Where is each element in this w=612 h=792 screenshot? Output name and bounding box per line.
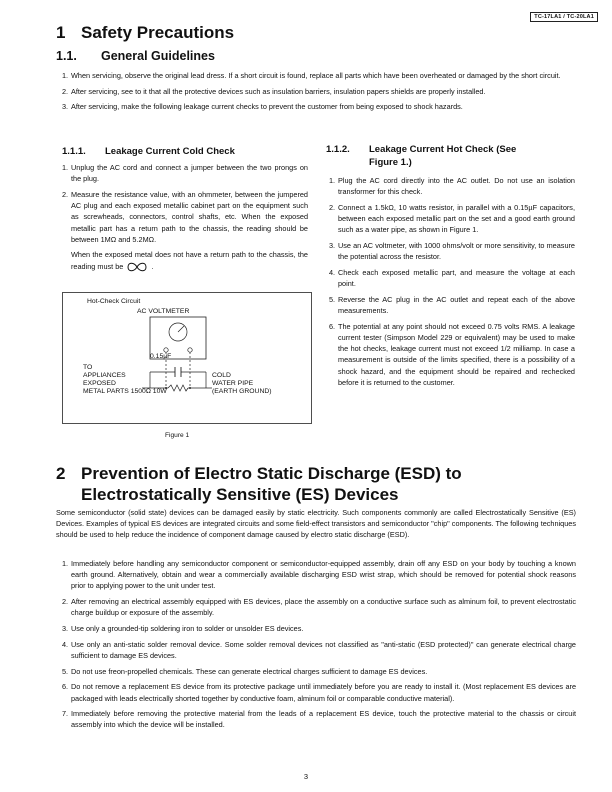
page-number: 3 [303, 772, 309, 781]
esd-intro: Some semiconductor (solid state) devices can be damaged easily by static electricity. Such components commonly are called Electrostatically Sensitive (ES) Devices. Examples of typical ES devices are integrated circuits and some field-effect transistors and semiconductor "chip" components. The following techniques should be used to help reduce the incidence of component damage caused by electro static discharge (ESD). [56, 508, 576, 540]
list-item-text: Use only an anti-static solder removal device. Some solder removal devices not classified as "anti-static (ESD protected)" can generate electrical charge sufficient to damage ES devices. [71, 639, 576, 660]
list-item-text: Check each exposed metallic part, and measure the voltage at each point. [338, 267, 575, 289]
infinity-resistance-icon [125, 262, 149, 272]
list-item-number: 7. [62, 709, 69, 719]
list-item [329, 267, 575, 289]
list-item [62, 162, 308, 184]
cold-check-note: When the exposed metal does not have a return path to the chassis, the reading must be . [71, 250, 308, 271]
list-item-text: Immediately before handling any semiconductor component or semiconductor-equipped assembly, drain off any ESD on your body by touching a known earth ground. Alternatively, obtain and wear a commercially available discharging ESD wrist strap, which should be removed for potential shock reasons prior to applying power to the unit under test. [71, 559, 576, 591]
list-item-number: 5. [62, 666, 69, 676]
list-item-number: 4. [62, 639, 69, 649]
list-item-number: 3. [62, 102, 69, 112]
list-item-number: 6. [62, 682, 69, 692]
figure-caption: Figure 1 [165, 432, 190, 439]
svg-text:(EARTH GROUND): (EARTH GROUND) [212, 388, 272, 395]
resistor-symbol [168, 385, 188, 391]
list-item-number: 2. [62, 189, 69, 199]
svg-text:WATER PIPE: WATER PIPE [212, 380, 254, 387]
svg-text:COLD: COLD [212, 372, 231, 379]
list-item-text: Connect a 1.5kΩ, 10 watts resistor, in parallel with a 0.15µF capacitors, between each exposed metallic part on the set and a good earth ground such as a water pipe, as shown in Figure 1. [338, 202, 575, 235]
list-item-text: Measure the resistance value, with an ohmmeter, between the jumpered AC plug and each exposed metallic cabinet part on the equipment such as screwheads, connectors, control shafts, etc. When the exposed metallic part has a return path to the chassis, the reading should be between 1MΩ and 5.2MΩ. [71, 189, 308, 244]
list-item-text: Unplug the AC cord and connect a jumper between the two prongs on the plug. [71, 163, 308, 184]
hot-check-heading: 1.1.2. Leakage Current Hot Check (See Figure 1.) [326, 144, 517, 168]
section-2-heading-line2: Electrostatically Sensitive (ES) Devices [81, 485, 399, 504]
list-item-text: Plug the AC cord directly into the AC outlet. Do not use an isolation transformer for this check. [338, 176, 575, 197]
list-item-text: Do not remove a replacement ES device from its protective package until immediately before you are ready to install it. (Most replacement ES devices are packaged with leads electrically shorted together by conductive foam, alminum foil or comparable conductive material). [71, 682, 576, 703]
list-item-number: 3. [329, 241, 336, 251]
list-item-text: After servicing, make the following leakage current checks to prevent the customer from being exposed to shock hazards. [71, 102, 463, 112]
list-item-number: 1. [62, 163, 69, 172]
subsection-1-1-heading: 1.1. General Guidelines [56, 49, 215, 63]
capacitor-label: 0.15µF [150, 353, 172, 360]
hot-check-circuit-diagram [62, 292, 312, 424]
list-item-text: Use an AC voltmeter, with 1000 ohms/volt or more sensitivity, to measure the potential across the resistor. [338, 241, 575, 262]
figure-title: Hot-Check Circuit [87, 298, 141, 305]
list-item-number: 6. [329, 321, 336, 331]
list-item [62, 70, 576, 81]
list-item [62, 666, 576, 677]
list-item-number: 2. [62, 86, 69, 96]
cold-check-heading: 1.1.1. Leakage Current Cold Check [62, 146, 235, 157]
list-item [62, 596, 576, 618]
list-item [329, 240, 575, 262]
list-item-text: When servicing, observe the original lead dress. If a short circuit is found, replace all parts which have been overheated or damaged by the short circuit. [71, 71, 561, 80]
list-item [62, 189, 308, 245]
list-item [329, 202, 575, 236]
svg-text:TO: TO [83, 364, 93, 371]
list-item-text: The potential at any point should not exceed 0.75 volts RMS. A leakage current tester (Simpson Model 229 or equivalent) may be used to make the hot checks, leakage current must not exceed 1/2 milliamp. In case a measurement is outside of the limits specified, there is a possibility of a shock hazard, and the equipment should be repaired and rechecked before it is returned to the customer. [338, 321, 575, 387]
list-item [329, 321, 575, 388]
section-number: 1 [56, 23, 66, 42]
svg-text:METAL PARTS 1500Ω 10W: METAL PARTS 1500Ω 10W [83, 388, 167, 395]
list-item [62, 558, 576, 592]
list-item-number: 2. [62, 597, 69, 607]
esd-list [62, 558, 576, 735]
list-item-text: Immediately before removing the protective material from the leads of a replacement ES device, touch the protective material to the chassis or circuit assembly into which the device will be installed. [71, 709, 576, 730]
model-tag: TC-17LA1 / TC-20LA1 [530, 12, 598, 22]
list-item-number: 3. [62, 624, 69, 634]
list-item-number: 5. [329, 294, 336, 304]
cold-check-list [62, 162, 308, 272]
svg-text:EXPOSED: EXPOSED [83, 380, 116, 387]
list-item-number: 1. [62, 559, 69, 568]
list-item-text: Do not use freon-propelled chemicals. These can generate electrical charges sufficient to damage ES devices. [71, 666, 428, 676]
list-item [329, 175, 575, 197]
list-item [62, 639, 576, 661]
general-guidelines-list [62, 70, 576, 117]
list-item [62, 86, 576, 97]
list-item-number: 1. [62, 71, 69, 80]
list-item [62, 681, 576, 703]
hot-check-list [329, 175, 575, 392]
list-item-number: 4. [329, 267, 336, 277]
list-item-number: 2. [329, 202, 336, 212]
list-item [329, 294, 575, 316]
svg-text:APPLIANCES: APPLIANCES [83, 372, 126, 379]
list-item-text: Reverse the AC plug in the AC outlet and repeat each of the above measurements. [338, 294, 575, 316]
list-item-text: After servicing, see to it that all the protective devices such as insulation barriers, insulation papers shields are properly installed. [71, 86, 486, 96]
section-2-heading: 2 Prevention of Electro Static Discharge (ESD) to [56, 464, 462, 483]
list-item-text: After removing an electrical assembly equipped with ES devices, place the assembly on a conductive surface such as alminum foil, to prevent electrostatic charge buildup or exposure of the assembly. [71, 597, 576, 618]
meter-label: AC VOLTMETER [137, 308, 190, 315]
section-title: Safety Precautions [81, 23, 235, 42]
list-item [62, 623, 576, 634]
list-item-text: Use only a grounded-tip soldering iron to solder or unsolder ES devices. [71, 624, 304, 634]
list-item-number: 1. [329, 176, 336, 185]
section-1-heading [56, 22, 234, 43]
list-item [62, 708, 576, 730]
list-item [62, 101, 576, 112]
